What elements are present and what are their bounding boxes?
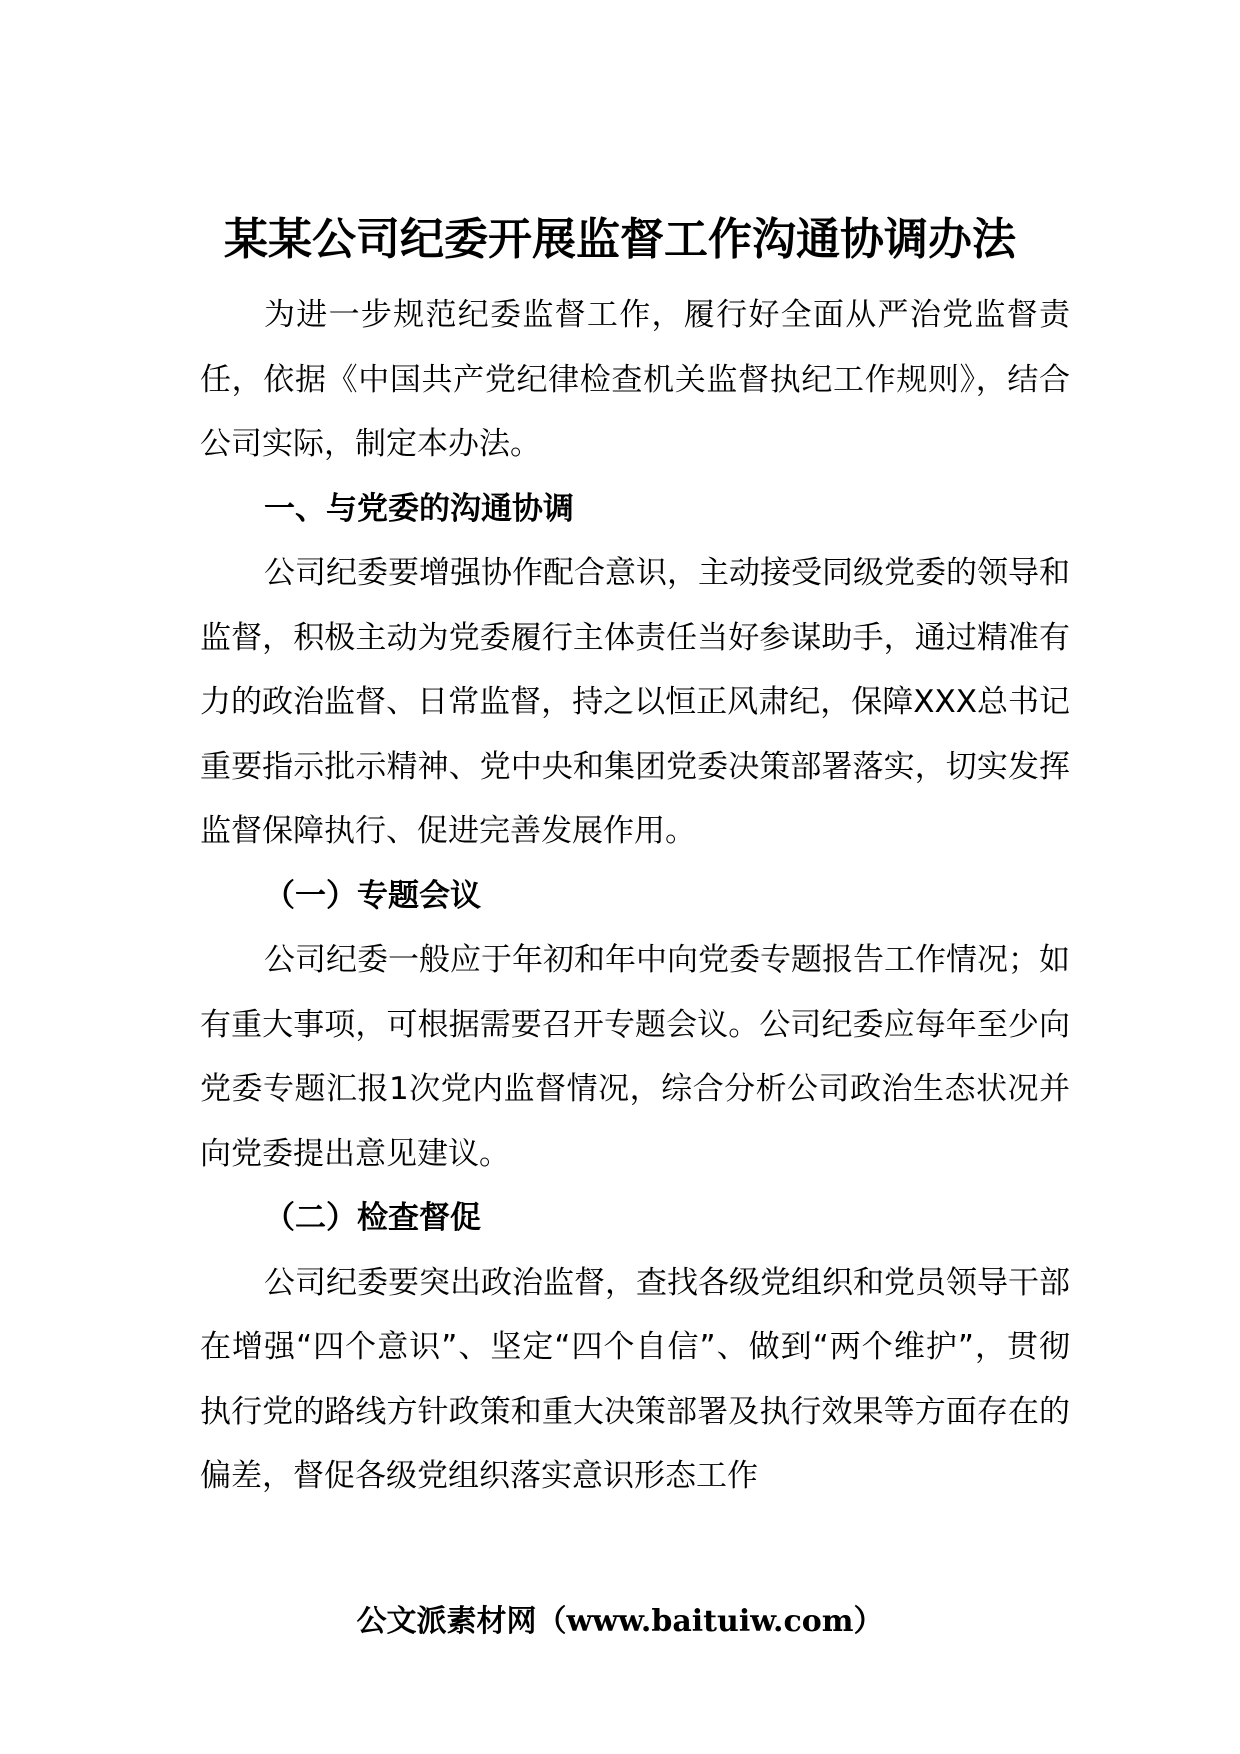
subsection-paragraph-2: 公司纪委要突出政治监督，查找各级党组织和党员领导干部在增强“四个意识”、坚定“四个自信”、做到“两个维护”，贯彻执行党的路线方针政策和重大决策部署及执行效果等方面存在的偏差，督促各级党组织落实意识形态工作 bbox=[200, 1264, 1070, 1494]
subsection-paragraph-1: 公司纪委一般应于年初和年中向党委专题报告工作情况；如有重大事项，可根据需要召开专题会议。公司纪委应每年至少向党委专题汇报1次党内监督情况，综合分析公司政治生态状况并向党委提出意见建议。 bbox=[200, 942, 1070, 1172]
section-heading: 一、与党委的沟通协调 bbox=[264, 490, 574, 527]
subsection-heading-2: （二）检查督促 bbox=[264, 1200, 481, 1236]
section-paragraph: 公司纪委要增强协作配合意识，主动接受同级党委的领导和监督，积极主动为党委履行主体责任当好参谋助手，通过精准有力的政治监督、日常监督，持之以恒正风肃纪，保障XXX总书记重要指示批示精神、党中央和集团党委决策部署落实，切实发挥监督保障执行、促进完善发展作用。 bbox=[200, 555, 1070, 849]
page-footer: 公文派素材网（www.baituiw.com） bbox=[356, 1604, 884, 1639]
subsection-heading-1: （一）专题会议 bbox=[264, 877, 481, 914]
intro-paragraph: 为进一步规范纪委监督工作，履行好全面从严治党监督责任，依据《中国共产党纪律检查机关监督执纪工作规则》，结合公司实际，制定本办法。 bbox=[200, 297, 1070, 462]
document-body bbox=[200, 283, 1070, 1509]
document-title: 某某公司纪委开展监督工作沟通协调办法 bbox=[224, 214, 1016, 265]
